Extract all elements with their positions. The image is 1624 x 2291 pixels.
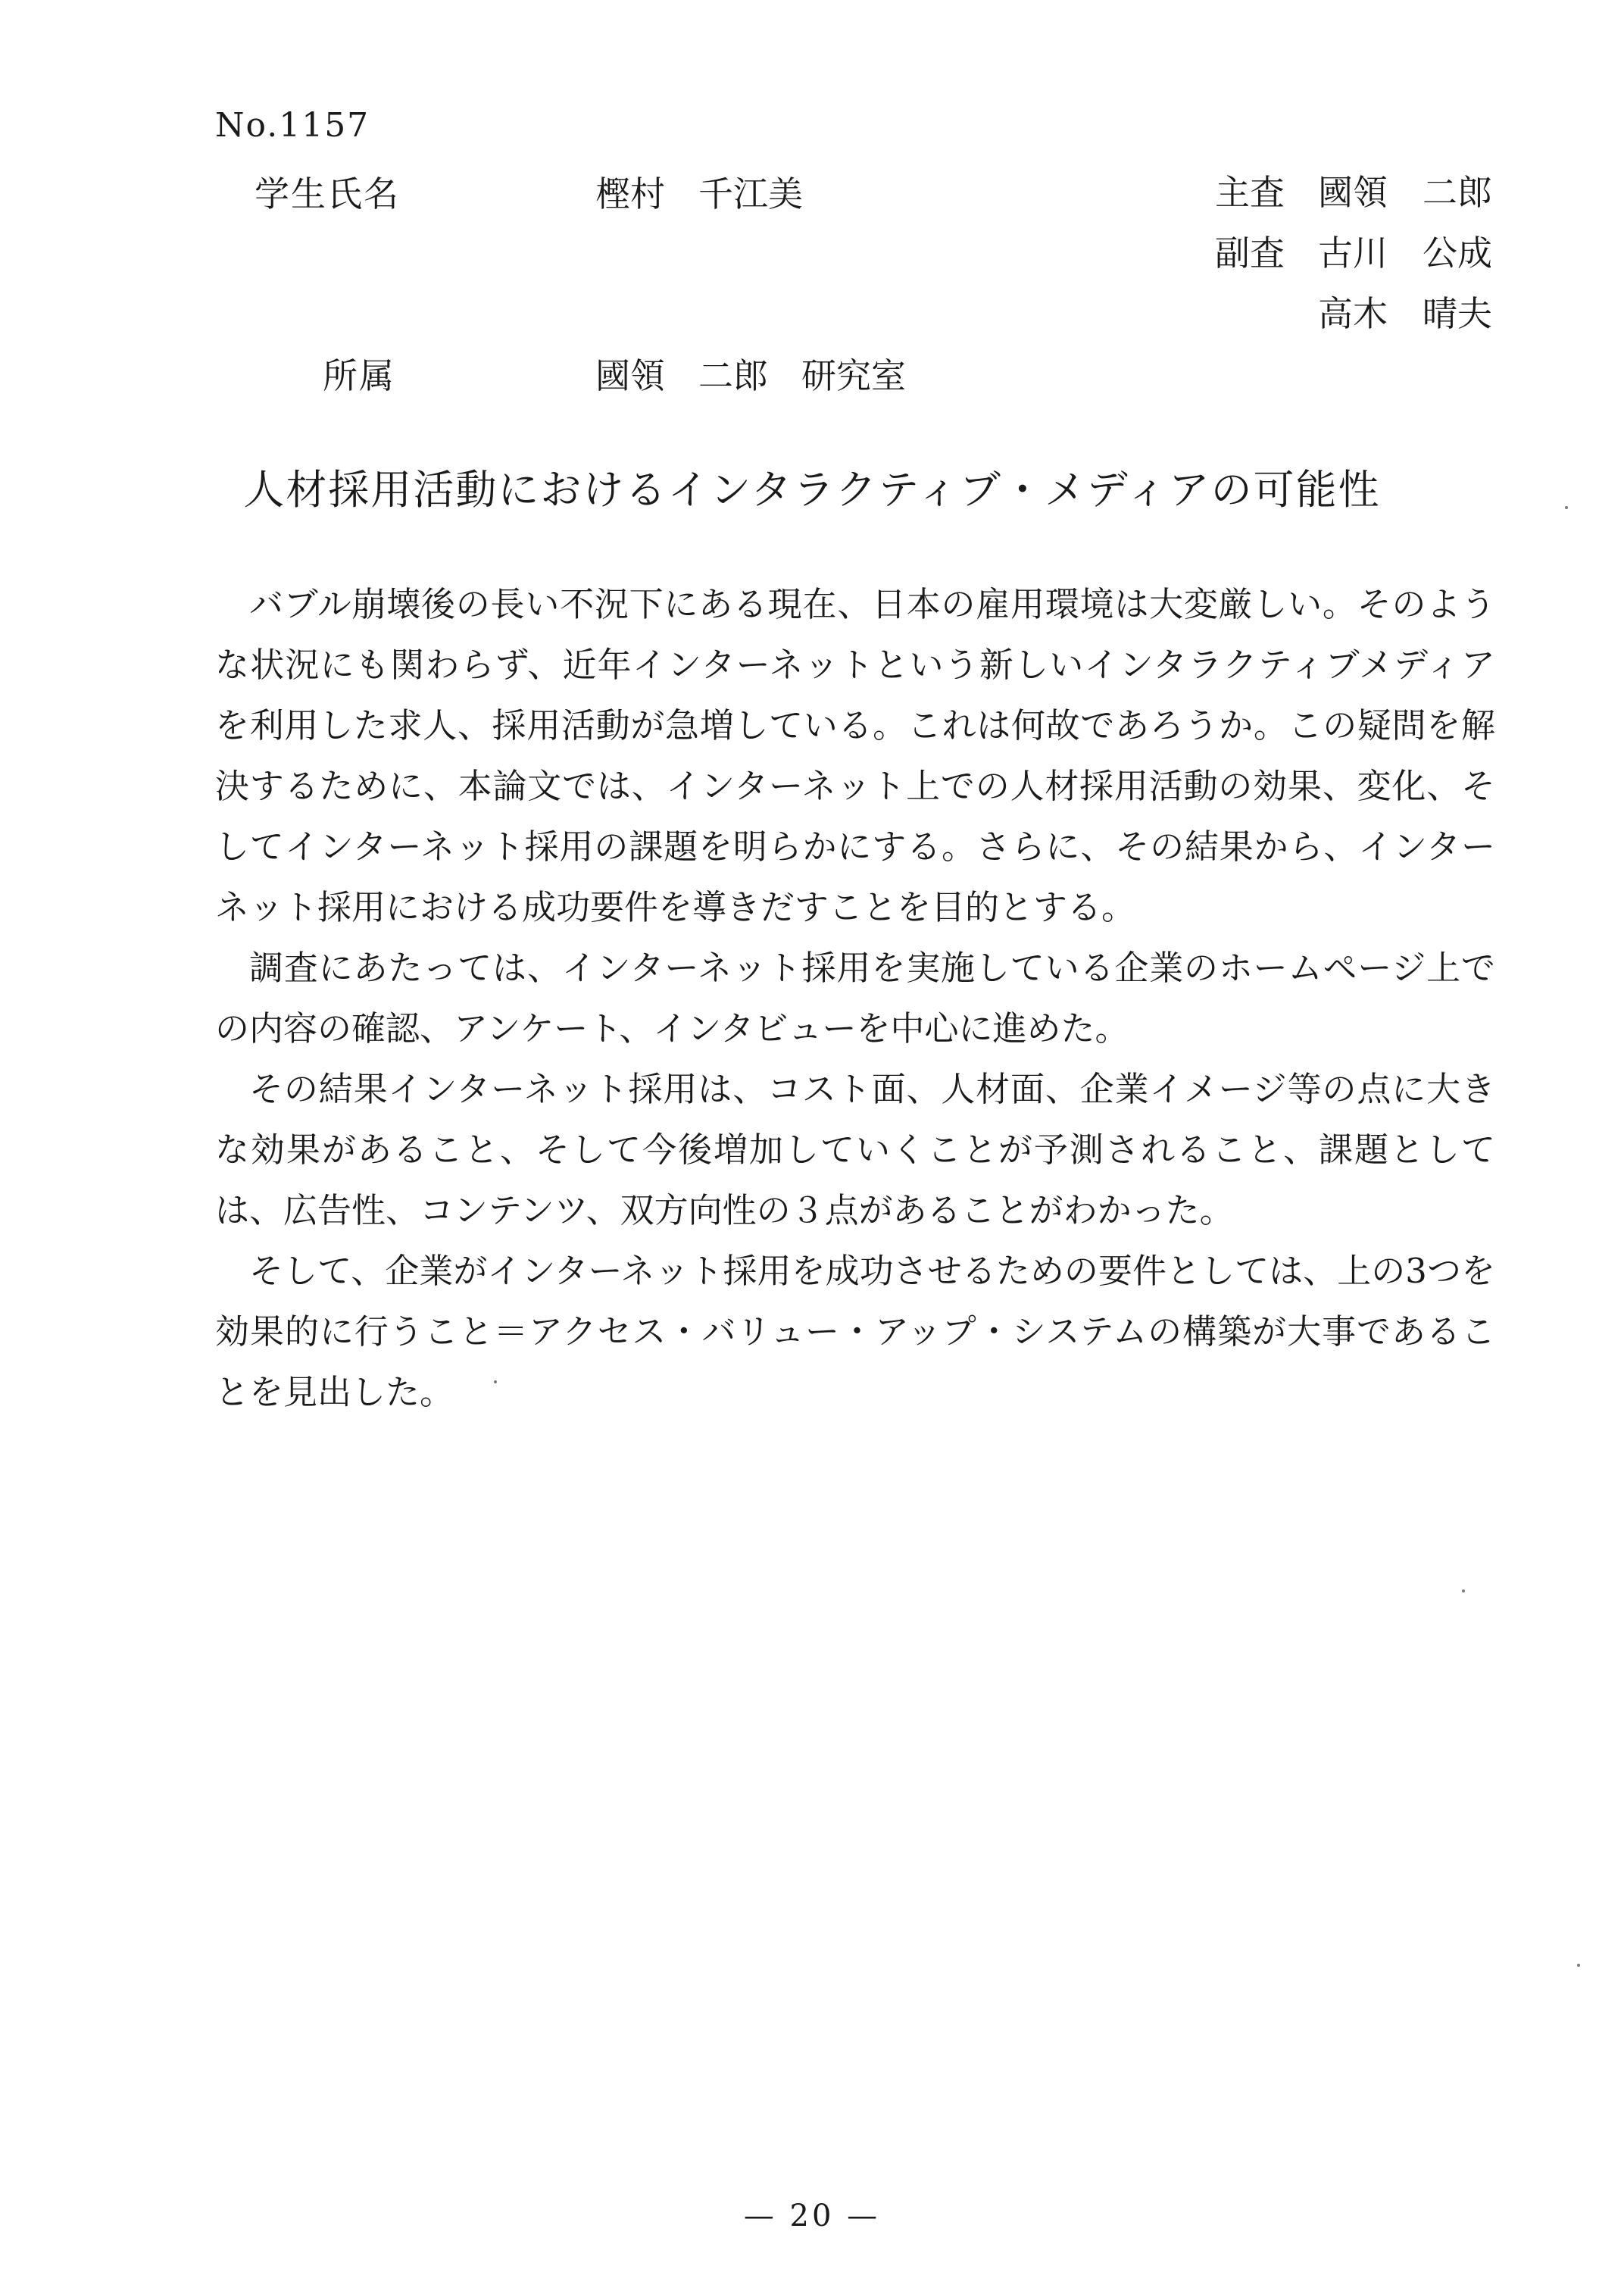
abstract-paragraph: 調査にあたっては、インターネット採用を実施している企業のホームページ上での内容の確認、アンケート、インタビューを中心に進めた。	[215, 948, 1495, 1049]
student-name	[595, 167, 803, 217]
scan-speck	[1577, 1964, 1580, 1967]
vice-examiner-1	[1215, 226, 1492, 276]
vice-examiner-role: 副査	[1215, 233, 1285, 273]
vice-examiner-1-family: 古川	[1318, 233, 1388, 273]
scan-speck	[1565, 506, 1568, 509]
affiliation-family: 國領	[595, 355, 665, 396]
chief-examiner-family: 國領	[1318, 172, 1388, 213]
vice-examiner-2	[1215, 286, 1492, 336]
student-given-name: 千江美	[698, 173, 803, 214]
affiliation-given: 二郎	[698, 355, 768, 396]
abstract-paragraph: そして、企業がインターネット採用を成功させるための要件としては、上の3つを効果的に行うこと＝アクセス・バリュー・アップ・システムの構築が大事であることを見出した。	[215, 1251, 1495, 1412]
thesis-title: 人材採用活動におけるインタラクティブ・メディアの可能性	[243, 466, 1381, 514]
page-number: — 20 —	[743, 2199, 881, 2233]
vice-examiner-1-given: 公成	[1423, 233, 1492, 273]
affiliation-lab: 研究室	[801, 355, 906, 396]
abstract-paragraph: バブル崩壊後の長い不況下にある現在、日本の雇用環境は大変厳しい。そのような状況にも関わらず、近年インターネットという新しいインタラクティブメディアを利用した求人、採用活動が急増している。これは何故であろうか。この疑問を解決するために、本論文では、インターネット上での人材採用活動の効果、変化、そしてインターネット採用の課題を明らかにする。さらに、その結果から、インターネット採用における成功要件を導きだすことを目的とする。	[215, 584, 1495, 927]
chief-examiner-role: 主査	[1215, 172, 1285, 213]
scan-speck	[494, 1380, 497, 1383]
student-name-label: 学生氏名	[255, 173, 400, 214]
vice-examiner-2-given: 晴夫	[1423, 293, 1492, 334]
student-family-name: 樫村	[595, 173, 665, 214]
chief-examiner-given: 二郎	[1423, 172, 1492, 213]
document-number: No.1157	[215, 106, 370, 145]
scan-speck	[1462, 1589, 1465, 1592]
affiliation	[595, 348, 906, 399]
vice-examiner-2-family: 高木	[1318, 293, 1388, 334]
chief-examiner	[1215, 165, 1492, 215]
abstract-body	[215, 574, 1495, 1423]
abstract-paragraph: その結果インターネット採用は、コスト面、人材面、企業イメージ等の点に大きな効果があること、そして今後増加していくことが予測されること、課題としては、広告性、コンテンツ、双方向性の３点があることがわかった。	[215, 1069, 1495, 1230]
affiliation-label: 所属	[323, 355, 395, 396]
